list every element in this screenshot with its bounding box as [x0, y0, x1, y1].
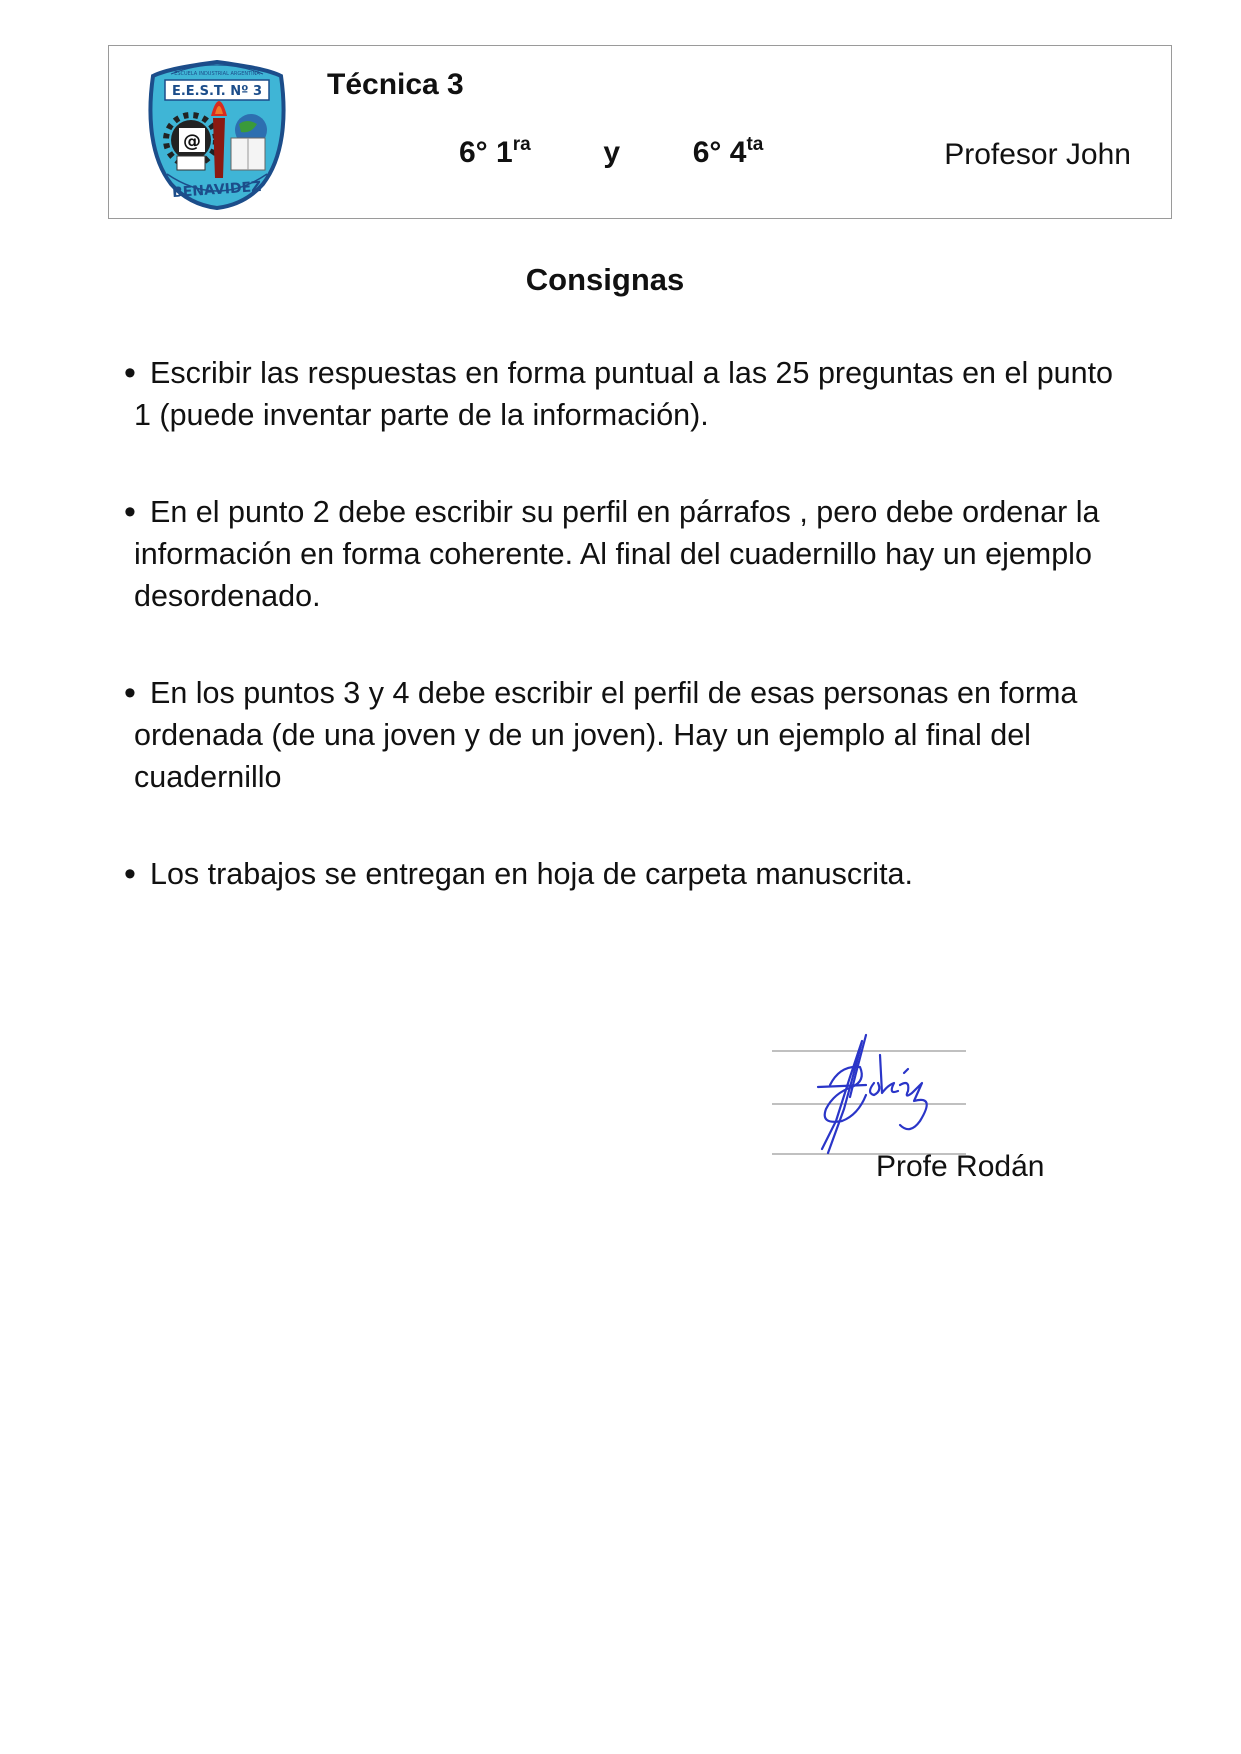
school-crest-icon	[147, 58, 287, 210]
course-b-suffix: ta	[746, 134, 764, 155]
course-a-number: 6° 1	[459, 136, 513, 169]
course-line	[459, 136, 763, 170]
teacher-name: Profesor John	[944, 138, 1131, 171]
instruction-item: • En los puntos 3 y 4 debe escribir el perfil de esas personas en forma ordenada (de una joven y de un joven). Hay un ejemplo al final del cuadernillo	[126, 672, 1136, 798]
logo-arc-text: ESCUELA INDUSTRIAL ARGENTINA	[174, 71, 260, 77]
instruction-item: • Escribir las respuestas en forma puntual a las 25 preguntas en el punto 1 (puede inventar parte de la información).	[126, 352, 1136, 436]
instruction-item: • En el punto 2 debe escribir su perfil en párrafos , pero debe ordenar la información en forma coherente. Al final del cuadernillo hay un ejemplo desordenado.	[126, 491, 1136, 617]
signature-name: Profe Rodán	[876, 1150, 1045, 1183]
logo-top-text: E.E.S.T. Nº 3	[171, 84, 263, 99]
page-title: Consignas	[525, 262, 685, 297]
instruction-list	[126, 352, 1136, 950]
header-box	[108, 45, 1172, 219]
school-name: Técnica 3	[327, 68, 464, 101]
instruction-item: • Los trabajos se entregan en hoja de carpeta manuscrita.	[126, 853, 1136, 895]
handwritten-signature-icon	[770, 1025, 970, 1165]
logo-at-symbol: @	[183, 131, 201, 152]
logo-bottom-text: BENAVIDEZ	[171, 178, 262, 202]
course-conjunction: y	[603, 136, 621, 169]
course-b-number: 6° 4	[692, 136, 747, 169]
course-a-suffix: ra	[512, 134, 531, 155]
